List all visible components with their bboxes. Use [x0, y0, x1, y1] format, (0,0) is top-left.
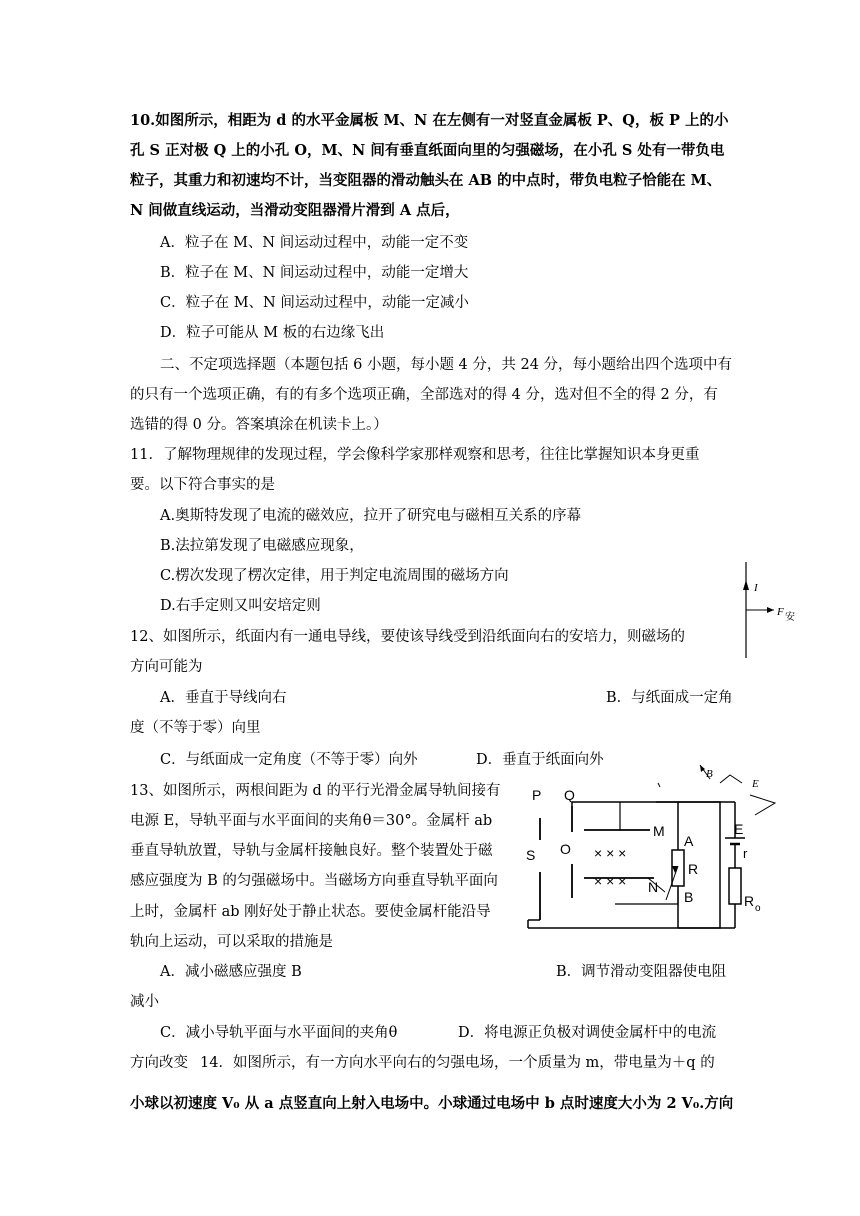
q12-stem-line1: 12、如图所示，纸面内有一通电导线，要使该导线受到沿纸面向右的安培力，则磁场的 — [130, 629, 685, 645]
q14-stem-line1: 14．如图所示，有一方向水平向右的匀强电场，一个质量为 m，带电量为＋q 的 — [200, 1055, 715, 1071]
q13-option-b-line1: B．调节滑动变阻器使电阻 — [556, 964, 727, 980]
q10-option-b: B．粒子在 M、N 间运动过程中，动能一定增大 — [160, 265, 469, 281]
resistor-r0 — [729, 868, 741, 904]
label-b: B — [684, 889, 694, 905]
q13-option-d: D．将电源正负极对调使金属杆中的电流 — [458, 1025, 717, 1041]
q13-stem-line2: 电源 E，导轨平面与水平面间的夹角θ＝30°。金属杆 ab — [130, 813, 493, 829]
q13-stem-line1: 13、如图所示，两根间距为 d 的平行光滑金属导轨间接有 — [130, 783, 501, 799]
q13-option-d-line2: 方向改变 — [130, 1055, 188, 1071]
q11-option-c: C.楞次发现了楞次定律，用于判定电流周围的磁场方向 — [160, 568, 509, 584]
field-crosses-row2: × × × — [594, 873, 627, 889]
label-r0-subscript: o — [755, 903, 761, 914]
force-arrow-head-icon — [767, 607, 774, 613]
wire-force-figure — [734, 560, 804, 660]
label-a: A — [684, 833, 694, 849]
q12-option-c: C．与纸面成一定角度（不等于零）向外 — [160, 752, 418, 768]
q13-option-c: C．减小导轨平面与水平面间的夹角θ — [160, 1025, 398, 1041]
q10-option-c: C．粒子在 M、N 间运动过程中，动能一定减小 — [160, 295, 469, 311]
q12-option-a: A．垂直于导线向右 — [160, 690, 287, 706]
field-label: B — [706, 768, 713, 780]
label-m: M — [653, 823, 665, 839]
section2-heading-line1: 二、不定项选择题（本题包括 6 小题，每小题 4 分，共 24 分，每小题给出四个选项中有 — [160, 357, 733, 373]
q13-stem-line4: 感应强度为 B 的匀强磁场中。当磁场方向垂直导轨平面向 — [130, 873, 498, 889]
label-internal-r: r — [743, 846, 748, 861]
q13-stem-line5: 上时，金属杆 ab 刚好处于静止状态。要使金属杆能沿导 — [130, 904, 491, 920]
label-r: R — [688, 861, 699, 877]
q13-stem-line3: 垂直导轨放置，导轨与金属杆接触良好。整个装置处于磁 — [130, 843, 493, 859]
label-s: S — [526, 847, 536, 863]
q10-stem-line4: N 间做直线运动，当滑动变阻器滑片滑到 A 点后， — [130, 202, 460, 219]
q11-option-d: D.右手定则又叫安培定则 — [160, 598, 321, 614]
force-label: F — [777, 606, 784, 618]
field-crosses-row1: × × × — [594, 845, 627, 861]
q10-option-d: D．粒子可能从 M 板的右边缘飞出 — [160, 325, 385, 341]
q12-option-b-line1: B．与纸面成一定角 — [606, 690, 733, 706]
q13-option-b-line2: 减小 — [130, 994, 159, 1010]
q10-option-a: A．粒子在 M、N 间运动过程中，动能一定不变 — [160, 235, 469, 251]
label-n: N — [648, 879, 659, 895]
q11-option-b: B.法拉第发现了电磁感应现象， — [160, 538, 364, 554]
q13-option-a: A．减小磁感应强度 B — [160, 964, 302, 980]
label-o: O — [560, 841, 571, 857]
q12-option-d: D．垂直于纸面向外 — [476, 752, 604, 768]
current-label: I — [754, 582, 758, 594]
q11-option-a: A.奥斯特发现了电流的磁效应，拉开了研究电与磁相互关系的序幕 — [160, 508, 582, 524]
section2-heading-line2: 的只有一个选项正确，有的有多个选项正确，全部选对的得 4 分，选对但不全的得 2 分，有 — [130, 387, 718, 403]
q14-stem-line2: 小球以初速度 V₀ 从 a 点竖直向上射入电场中。小球通过电场中 b 点时速度大小为 2 V₀.方向 — [130, 1095, 734, 1112]
label-e: E — [734, 821, 744, 837]
force-subscript: 安 — [785, 612, 795, 623]
q10-stem-line2: 孔 S 正对极 Q 上的小孔 O，M、N 间有垂直纸面向里的匀强磁场，在小孔 S 处有一带负电 — [130, 142, 725, 159]
q10-stem-line3: 粒子，其重力和初速均不计，当变阻器的滑动触头在 AB 的中点时，带负电粒子恰能在 M、 — [130, 172, 722, 189]
current-arrow-icon — [743, 580, 749, 590]
q10-stem-line1: 10.如图所示，相距为 d 的水平金属板 M、N 在左侧有一对竖直金属板 P、Q，板 P 上的小 — [130, 112, 729, 129]
q11-stem-line2: 要。以下符合事实的是 — [130, 477, 275, 493]
q11-stem-line1: 11．了解物理规律的发现过程，学会像科学家那样观察和思考，往往比掌握知识本身更重 — [130, 447, 700, 463]
q12-option-b-line2: 度（不等于零）向里 — [130, 720, 261, 736]
source-label: E — [752, 778, 759, 790]
label-r0: R — [744, 893, 755, 909]
q13-stem-line6: 轨向上运动，可以采取的措施是 — [130, 934, 333, 950]
label-p: P — [532, 787, 542, 803]
label-q: Q — [564, 787, 575, 803]
circuit-figure — [520, 780, 770, 950]
section2-heading-line3: 选错的得 0 分。答案填涂在机读卡上。） — [130, 417, 388, 433]
q12-stem-line2: 方向可能为 — [130, 659, 203, 675]
